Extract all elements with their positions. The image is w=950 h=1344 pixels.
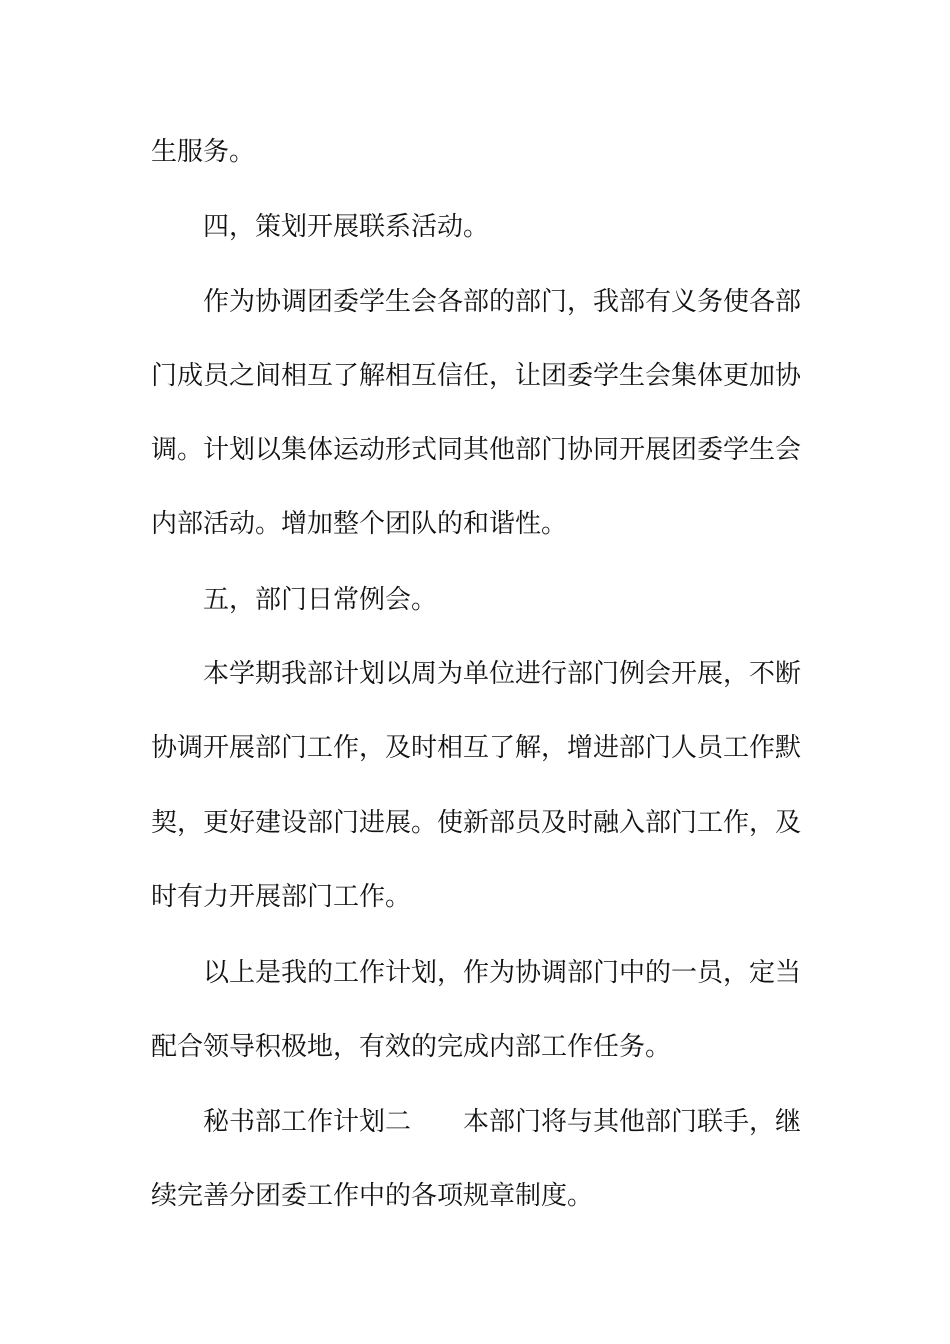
paragraph-line: 契，更好建设部门进展。使新部员及时融入部门工作，及 bbox=[151, 808, 802, 838]
section-heading: 四，策划开展联系活动。 bbox=[203, 212, 490, 242]
paragraph-line: 调。计划以集体运动形式同其他部门协同开展团委学生会 bbox=[151, 435, 802, 465]
paragraph-line: 时有力开展部门工作。 bbox=[151, 882, 412, 912]
paragraph-line: 配合领导积极地，有效的完成内部工作任务。 bbox=[151, 1032, 672, 1062]
paragraph-line: 作为协调团委学生会各部的部门，我部有义务使各部 bbox=[203, 287, 802, 317]
paragraph-line: 协调开展部门工作，及时相互了解，增进部门人员工作默 bbox=[151, 733, 802, 763]
paragraph-line: 续完善分团委工作中的各项规章制度。 bbox=[151, 1181, 594, 1211]
paragraph-line: 秘书部工作计划二 本部门将与其他部门联手，继 bbox=[203, 1107, 802, 1137]
paragraph-line: 生服务。 bbox=[151, 137, 256, 167]
section-heading: 五，部门日常例会。 bbox=[203, 585, 438, 615]
paragraph-line: 本学期我部计划以周为单位进行部门例会开展，不断 bbox=[203, 659, 802, 689]
paragraph-line: 内部活动。增加整个团队的和谐性。 bbox=[151, 509, 568, 539]
paragraph-line: 门成员之间相互了解相互信任，让团委学生会集体更加协 bbox=[151, 361, 802, 391]
paragraph-line: 以上是我的工作计划，作为协调部门中的一员，定当 bbox=[203, 958, 802, 988]
